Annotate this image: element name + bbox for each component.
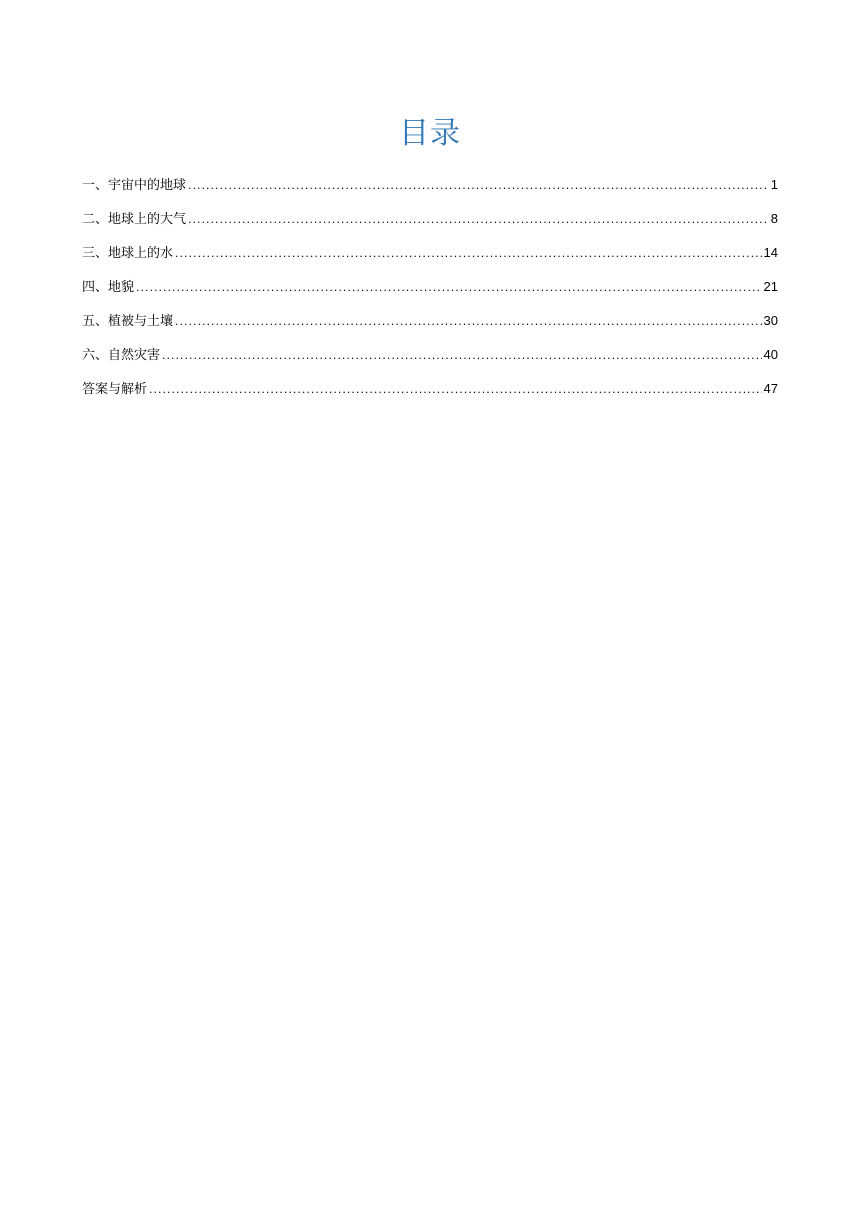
toc-page-number: 30 bbox=[763, 313, 778, 328]
toc-entry-title: 四、地貌 bbox=[82, 280, 135, 295]
toc-entry-title: 三、地球上的水 bbox=[82, 246, 174, 261]
toc-entry-5[interactable] bbox=[82, 308, 778, 342]
toc-entry-title: 二、地球上的大气 bbox=[82, 212, 187, 227]
dot-leader bbox=[149, 377, 762, 403]
table-of-contents bbox=[82, 172, 778, 410]
toc-entry-2[interactable] bbox=[82, 206, 778, 240]
dot-leader bbox=[162, 343, 762, 369]
toc-entry-6[interactable] bbox=[82, 342, 778, 376]
toc-page-number: 14 bbox=[763, 245, 778, 260]
toc-entry-title: 六、自然灾害 bbox=[82, 348, 161, 363]
toc-entry-title: 答案与解析 bbox=[82, 382, 148, 397]
dot-leader bbox=[188, 207, 769, 233]
toc-entry-title: 五、植被与土壤 bbox=[82, 314, 174, 329]
toc-entry-3[interactable] bbox=[82, 240, 778, 274]
toc-entry-7[interactable] bbox=[82, 376, 778, 410]
dot-leader bbox=[188, 173, 769, 199]
toc-page-number: 21 bbox=[763, 279, 778, 294]
toc-entry-4[interactable] bbox=[82, 274, 778, 308]
dot-leader bbox=[136, 275, 762, 301]
toc-entry-1[interactable] bbox=[82, 172, 778, 206]
toc-entry-title: 一、宇宙中的地球 bbox=[82, 178, 187, 193]
toc-title: 目录 bbox=[399, 116, 461, 151]
dot-leader bbox=[175, 241, 762, 267]
toc-page-number: 40 bbox=[763, 347, 778, 362]
toc-page-number: 8 bbox=[770, 211, 778, 226]
dot-leader bbox=[175, 309, 762, 335]
toc-page-number: 1 bbox=[770, 177, 778, 192]
toc-page-number: 47 bbox=[763, 381, 778, 396]
